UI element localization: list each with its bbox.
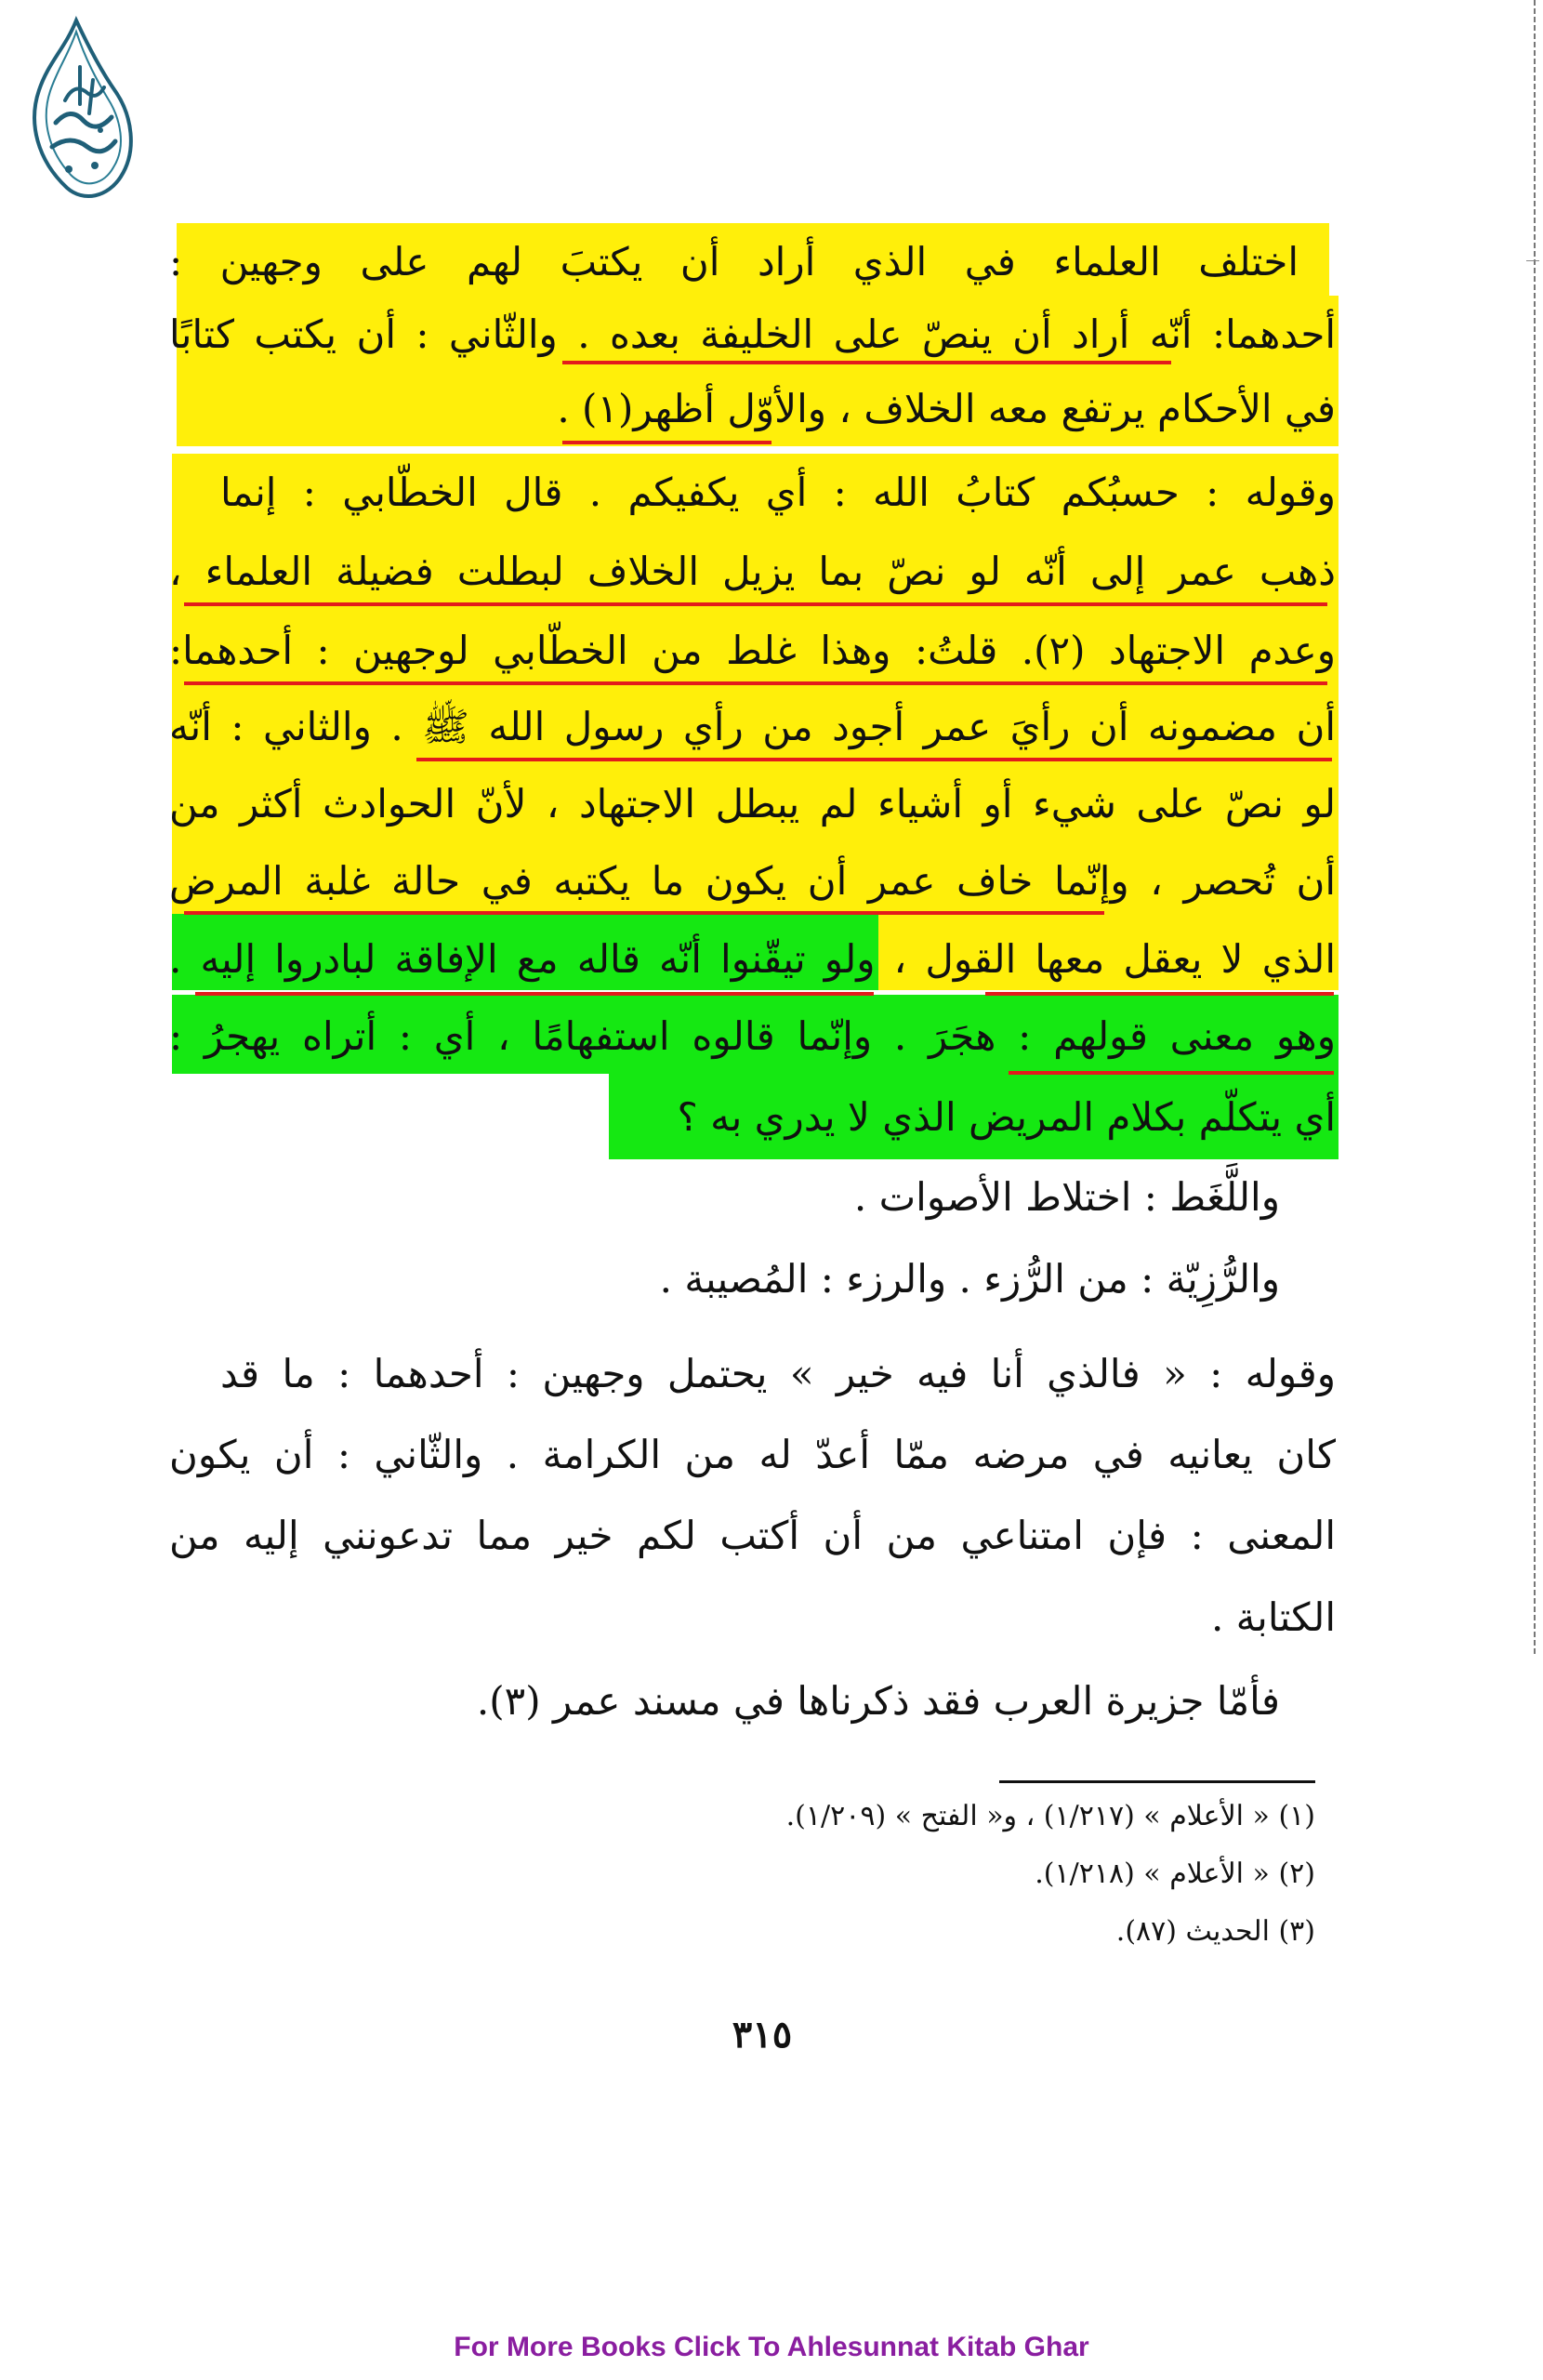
text-line: في الأحكام يرتفع معه الخلاف ، والأوّل أظهر(١) .	[557, 386, 1336, 431]
scan-edge-mark	[1526, 260, 1539, 261]
text-line: لو نصّ على شيء أو أشياء لم يبطل الاجتهاد ، لأنّ الحوادث أكثر من	[169, 781, 1336, 826]
text-line: واللَّغَط : اختلاط الأصوات .	[853, 1174, 1280, 1220]
text-line: أحدهما: أنّه أراد أن ينصّ على الخليفة بعده . والثّاني : أن يكتب كتابًا	[169, 311, 1336, 357]
text-line: الكتابة .	[1210, 1594, 1336, 1640]
text-line: كان يعانيه في مرضه ممّا أعدّ له من الكرامة . والثّاني : أن يكون	[169, 1432, 1336, 1477]
footnote: (٣) الحديث (٨٧).	[1115, 1915, 1315, 1948]
text-line: وقوله : « فالذي أنا فيه خير » يحتمل وجهين : أحدهما : ما قد	[220, 1351, 1336, 1396]
text-line: ذهب عمر إلى أنّه لو نصّ بما يزيل الخلاف لبطلت فضيلة العلماء ،	[169, 549, 1336, 594]
text-line: أن مضمونه أن رأيَ عمر أجود من رأي رسول الله ﷺ . والثاني : أنّه	[169, 704, 1336, 749]
text-line: الذي لا يعقل معها القول ، ولو تيقّنوا أنّه قاله مع الإفاقة لبادروا إليه .	[169, 936, 1336, 982]
text-line: أن تُحصر ، وإنّما خاف عمر أن يكون ما يكتبه في حالة غلبة المرض	[169, 858, 1336, 904]
footnote-divider	[999, 1780, 1315, 1783]
body-text	[169, 0, 1336, 1729]
text-line: وهو معنى قولهم : هجَرَ . وإنّما قالوه استفهامًا ، أي : أتراه يهجرُ :	[169, 1013, 1336, 1059]
footnote: (٢) « الأعلام » (١/٢١٨).	[1035, 1858, 1315, 1890]
calligraphy-logo-icon	[11, 11, 141, 206]
footnote: (١) « الأعلام » (١/٢١٧) ، و« الفتح » (١/٢٠٩).	[785, 1800, 1315, 1832]
text-line: والرُّزِيّة : من الرُّزء . والرزء : المُصيبة .	[659, 1256, 1280, 1302]
scan-edge-line	[1534, 0, 1536, 1655]
page-number: ٣١٥	[732, 2013, 793, 2056]
text-line: اختلف العلماء في الذي أراد أن يكتبَ لهم على وجهين :	[169, 239, 1299, 284]
text-line: المعنى : فإن امتناعي من أن أكتب لكم خير مما تدعونني إليه من	[169, 1513, 1336, 1558]
text-line: فأمّا جزيرة العرب فقد ذكرناها في مسند عمر (٣).	[476, 1678, 1280, 1724]
footer-link[interactable]: For More Books Click To Ahlesunnat Kitab Ghar	[454, 2332, 1089, 2362]
text-line: أي يتكلّم بكلام المريض الذي لا يدري به ؟	[677, 1094, 1336, 1140]
text-line: وقوله : حسبُكم كتابُ الله : أي يكفيكم . قال الخطّابي : إنما	[220, 469, 1336, 515]
text-line: وعدم الاجتهاد (٢). قلتُ: وهذا غلط من الخطّابي لوجهين : أحدهما:	[169, 628, 1336, 673]
